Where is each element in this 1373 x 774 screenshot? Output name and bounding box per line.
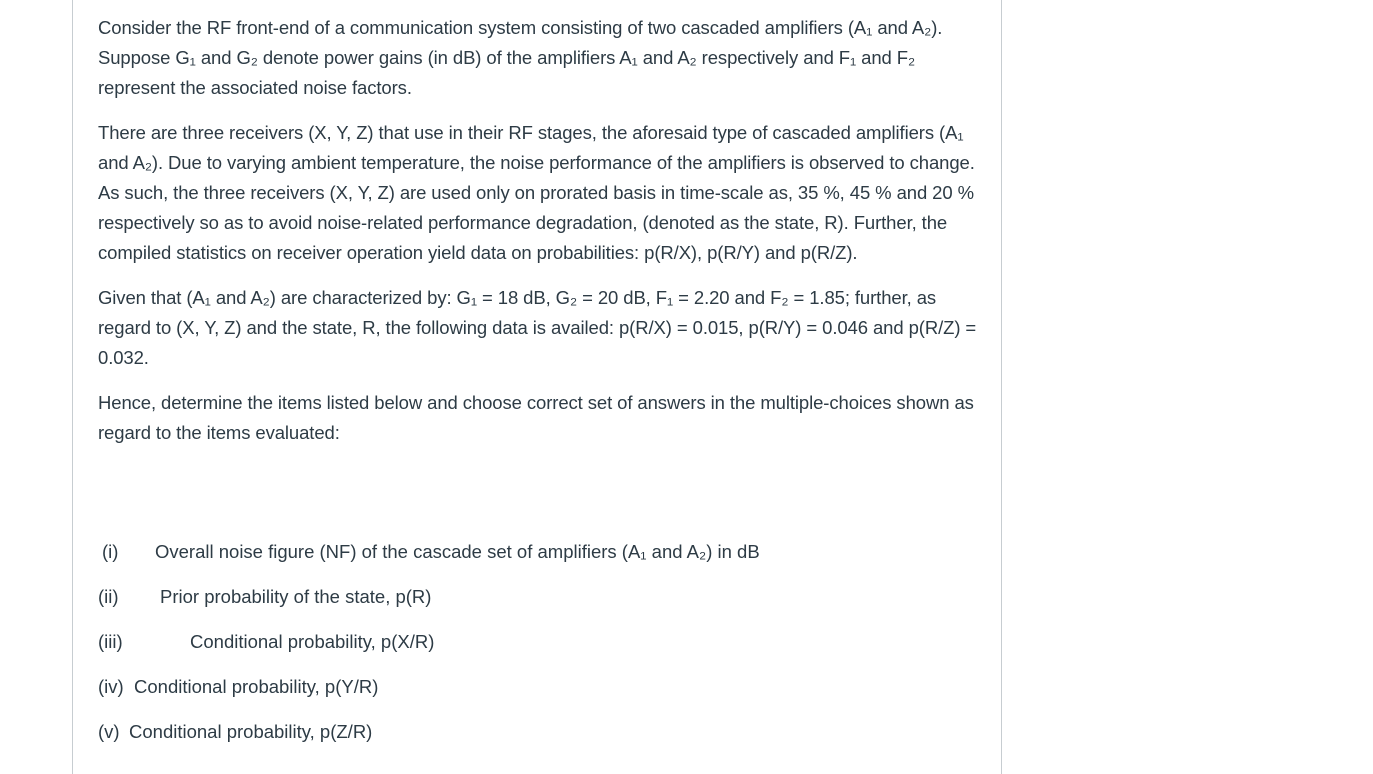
item-i: [98, 537, 760, 567]
item-text: Prior probability of the state, p(R): [160, 586, 432, 607]
item-number: (iii): [98, 631, 123, 652]
question-panel: [72, 0, 1002, 774]
item-iii: [98, 627, 434, 657]
item-number: (i): [102, 541, 119, 562]
item-text: Conditional probability, p(Z/R): [129, 721, 373, 742]
paragraph-3: Given that (A₁ and A₂) are characterized by: G₁ = 18 dB, G₂ = 20 dB, F₁ = 2.20 and F₂ = 1.85; further, as regard to (X, Y, Z) and the state, R, the following data is availed: p(R/X) = 0.015, p(R/Y) = 0.046 and p(R/Z) = 0.032.: [98, 287, 977, 368]
item-number: (v): [98, 721, 120, 742]
paragraph-4: Hence, determine the items listed below and choose correct set of answers in the multiple-choices shown as regard to the items evaluated:: [98, 392, 974, 443]
question-text: [98, 13, 983, 463]
item-text: Overall noise figure (NF) of the cascade set of amplifiers (A₁ and A₂) in dB: [155, 541, 760, 562]
item-text: Conditional probability, p(X/R): [190, 631, 435, 652]
item-iv: [98, 672, 378, 702]
paragraph-1: Consider the RF front-end of a communication system consisting of two cascaded amplifiers (A₁ and A₂). Suppose G₁ and G₂ denote power gains (in dB) of the amplifiers A₁ and A₂ respectively and F₁ and F₂ represent the associated noise factors.: [98, 17, 943, 98]
item-number: (ii): [98, 586, 119, 607]
item-number: (iv): [98, 676, 124, 697]
item-v: [98, 717, 372, 747]
item-ii: [98, 582, 431, 612]
item-text: Conditional probability, p(Y/R): [134, 676, 379, 697]
paragraph-2: There are three receivers (X, Y, Z) that use in their RF stages, the aforesaid type of cascaded amplifiers (A₁ and A₂). Due to varying ambient temperature, the noise performance of the amplifiers is observed to change. As such, the three receivers (X, Y, Z) are used only on prorated basis in time-scale as, 35 %, 45 % and 20 % respectively so as to avoid noise-related performance degradation, (denoted as the state, R). Further, the compiled statistics on receiver operation yield data on probabilities: p(R/X), p(R/Y) and p(R/Z).: [98, 122, 975, 263]
